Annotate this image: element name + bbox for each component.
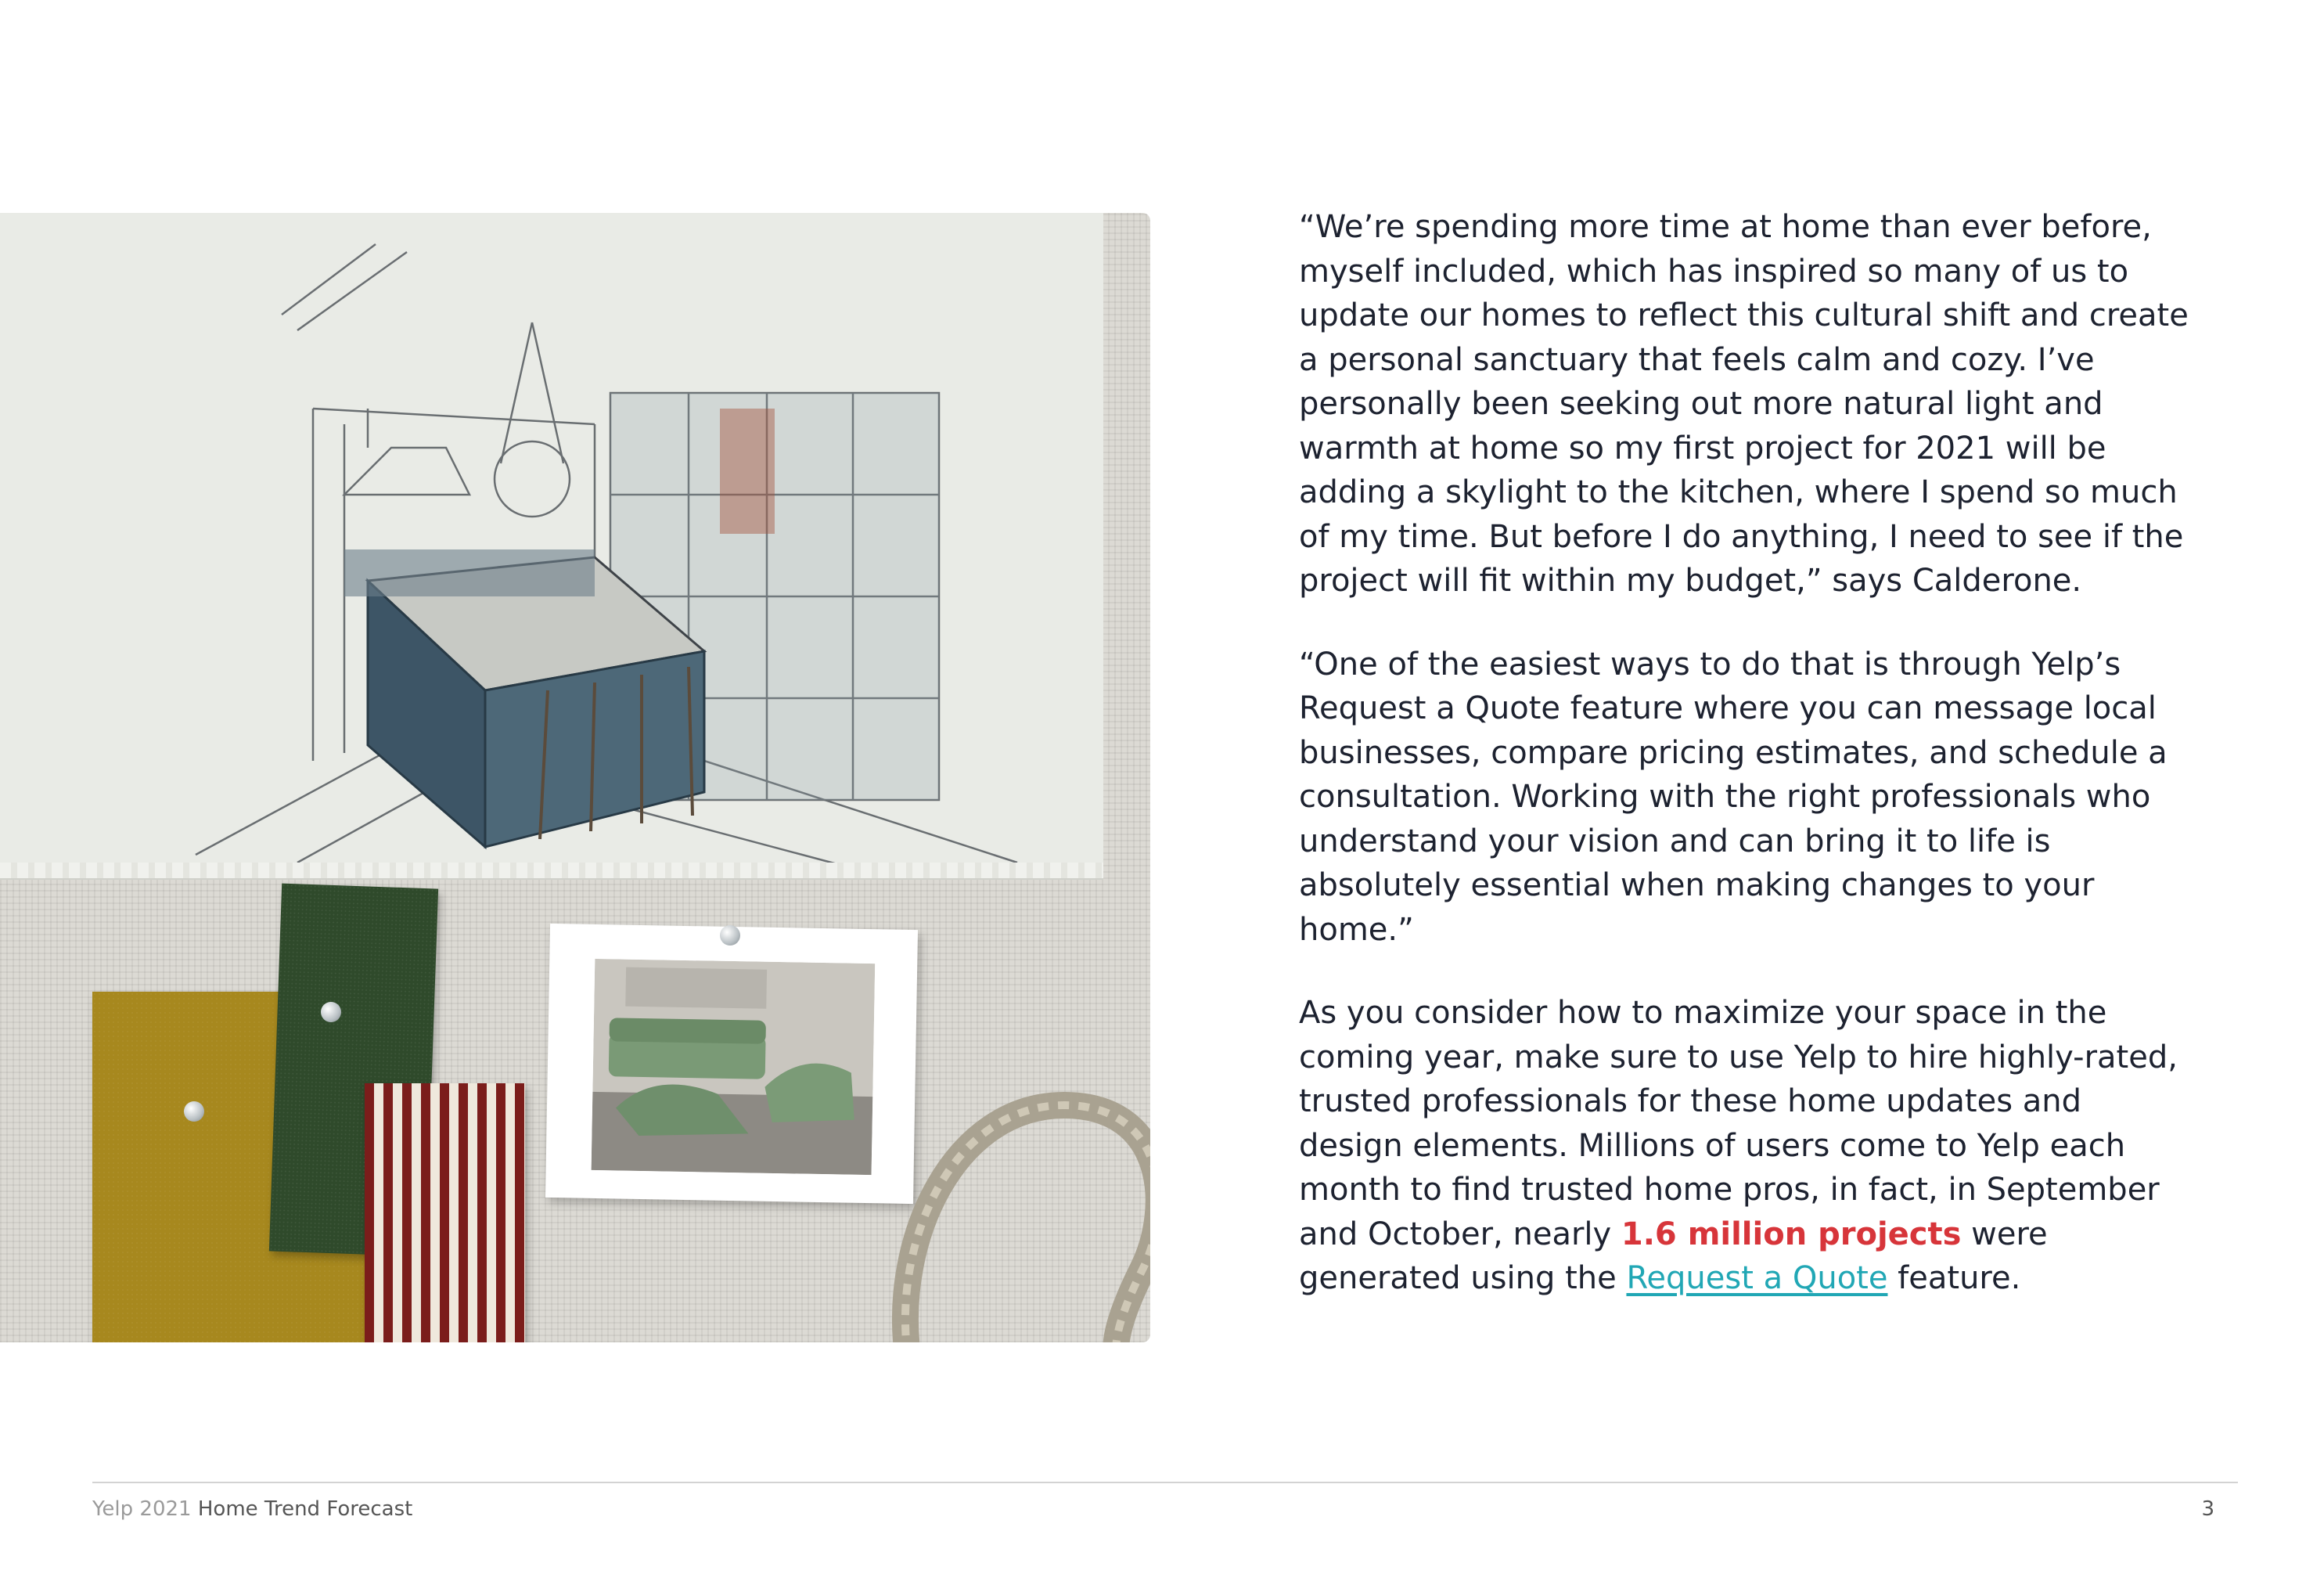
striped-ribbon-swatch	[365, 1083, 525, 1342]
page-number: 3	[2201, 1497, 2214, 1521]
closing-text-2: were generated using the	[1299, 1216, 2048, 1296]
closing-paragraph	[1299, 991, 2191, 1301]
green-sofa-icon	[592, 959, 876, 1175]
footer-label	[92, 1495, 412, 1523]
footer-divider	[92, 1482, 2238, 1483]
projects-stat-highlight: 1.6 million projects	[1621, 1216, 1962, 1252]
closing-text-1: As you consider how to maximize your space in the coming year, make sure to use Yelp to hire highly-rated, trusted professionals for these home updates and design elements. Millions of users come to Yelp each month to find trusted home pros, in fact, in September and October, nearly	[1299, 995, 2178, 1252]
push-pin-icon	[184, 1101, 204, 1122]
rope-icon	[861, 1035, 1150, 1342]
moodboard-photo	[0, 213, 1150, 1342]
footer-title: Home Trend Forecast	[197, 1497, 413, 1521]
request-a-quote-link[interactable]: Request a Quote	[1626, 1260, 1888, 1296]
quote-paragraph-2: “One of the easiest ways to do that is through Yelp’s Request a Quote feature where you can message local businesses, compare pricing estimates, and schedule a consultation. Working with the right professionals who understand your vision and can bring it to life is absolutely essential when making changes to your home.”	[1299, 646, 2168, 948]
quote-paragraph-1: “We’re spending more time at home than ever before, myself included, which has inspired so many of us to update our homes to reflect this cultural shift and create a personal sanctuary that feels calm and cozy. I’ve personally been seeking out more natural light and warmth at home so my first project for 2021 will be adding a skylight to the kitchen, where I spend so much of my time. But before I do anything, I need to see if the project will fit within my budget,” says Calderone.	[1299, 209, 2189, 599]
kitchen-sketch-icon	[0, 213, 1103, 870]
closing-text-3: feature.	[1887, 1260, 2021, 1296]
footer-brand: Yelp 2021	[92, 1497, 192, 1521]
article-body	[1299, 205, 2191, 1340]
push-pin-icon	[321, 1002, 341, 1022]
push-pin-icon	[720, 925, 740, 946]
paper-edge	[0, 863, 1103, 880]
